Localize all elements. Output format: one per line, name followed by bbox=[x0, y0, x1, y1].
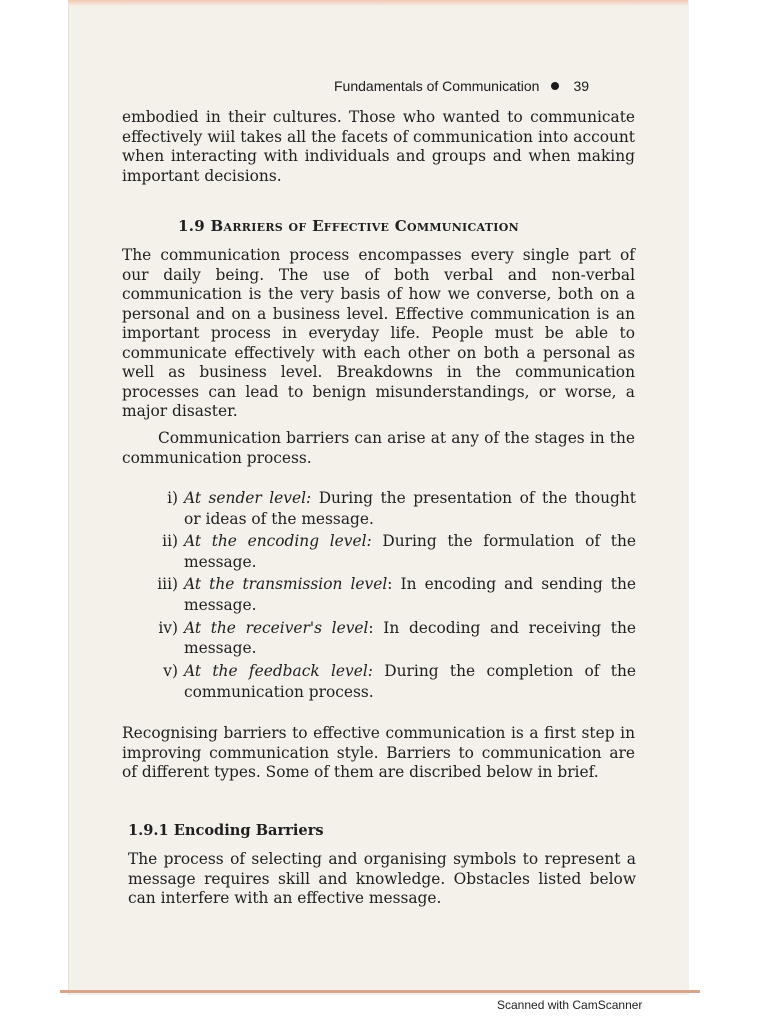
list-item-number: v) bbox=[163, 661, 178, 680]
scanner-watermark: Scanned with CamScanner bbox=[497, 998, 643, 1012]
list-item-label: At sender level: bbox=[184, 489, 312, 507]
subsection-heading: 1.9.1 Encoding Barriers bbox=[128, 822, 324, 839]
list-item-number: iv) bbox=[158, 618, 178, 637]
list-item-body bbox=[184, 574, 636, 616]
list-item-label: At the receiver's level bbox=[184, 618, 369, 637]
list-item bbox=[140, 488, 636, 530]
list-item bbox=[140, 661, 636, 703]
list-item bbox=[140, 574, 636, 616]
paragraph-communication-process: The communication process encompasses every single part of our daily being. The use of both verbal and non-verbal communication is the very basis of how we converse, both on a personal and on a business level. Effective communication is an important process in everyday life. People must be able to communicate effectively with each other on both a personal as well as business level. Breakdowns in the communication processes can lead to benign misunderstandings, or worse, a major disaster. bbox=[122, 246, 635, 420]
paragraph-barriers-stages: Communication barriers can arise at any of the stages in the communication process. bbox=[122, 429, 635, 467]
page-bottom-edge bbox=[60, 990, 700, 993]
page-number: 39 bbox=[573, 78, 590, 94]
list-item-label: At the encoding level: bbox=[184, 532, 372, 551]
running-header bbox=[334, 78, 634, 94]
section-heading: 1.9 Barriers of Effective Communication bbox=[178, 217, 519, 235]
list-item-body bbox=[184, 661, 636, 703]
running-header-title: Fundamentals of Communication bbox=[334, 78, 540, 94]
list-item-text: During the formulation of the message. bbox=[184, 532, 636, 571]
paragraph-intro: embodied in their cultures. Those who wanted to communicate effectively wiil takes all the facets of communication into account when interacting with individuals and groups and when making important decisions. bbox=[122, 108, 635, 185]
list-item-body bbox=[184, 618, 636, 660]
list-item-label: At the transmission level bbox=[184, 575, 388, 594]
page-top-edge bbox=[68, 0, 688, 6]
list-item bbox=[140, 618, 636, 660]
paragraph-encoding-barriers: The process of selecting and organising symbols to represent a message requires skill and knowledge. Obstacles listed below can interfere with an effective message. bbox=[128, 850, 636, 907]
bullet-dot-icon bbox=[551, 82, 559, 90]
list-item-number: iii) bbox=[157, 575, 178, 594]
list-item-text: : In decoding and receiving the message. bbox=[184, 618, 636, 658]
list-item-label: At the feedback level: bbox=[184, 661, 373, 680]
list-item-body bbox=[184, 488, 636, 530]
list-item-text: : In encoding and sending the message. bbox=[184, 575, 637, 615]
list-item bbox=[140, 531, 636, 573]
list-item-body bbox=[184, 531, 636, 573]
paragraph-recognising-barriers: Recognising barriers to effective communication is a first step in improving communication style. Barriers to communication are of different types. Some of them are discribed below in brief. bbox=[122, 724, 635, 781]
list-item-text: During the completion of the communication process. bbox=[184, 661, 636, 701]
list-item-number: i) bbox=[167, 489, 178, 507]
list-item-number: ii) bbox=[162, 532, 178, 551]
list-item-text: During the presentation of the thought or ideas of the message. bbox=[184, 489, 636, 528]
barrier-stages-list bbox=[140, 488, 636, 704]
